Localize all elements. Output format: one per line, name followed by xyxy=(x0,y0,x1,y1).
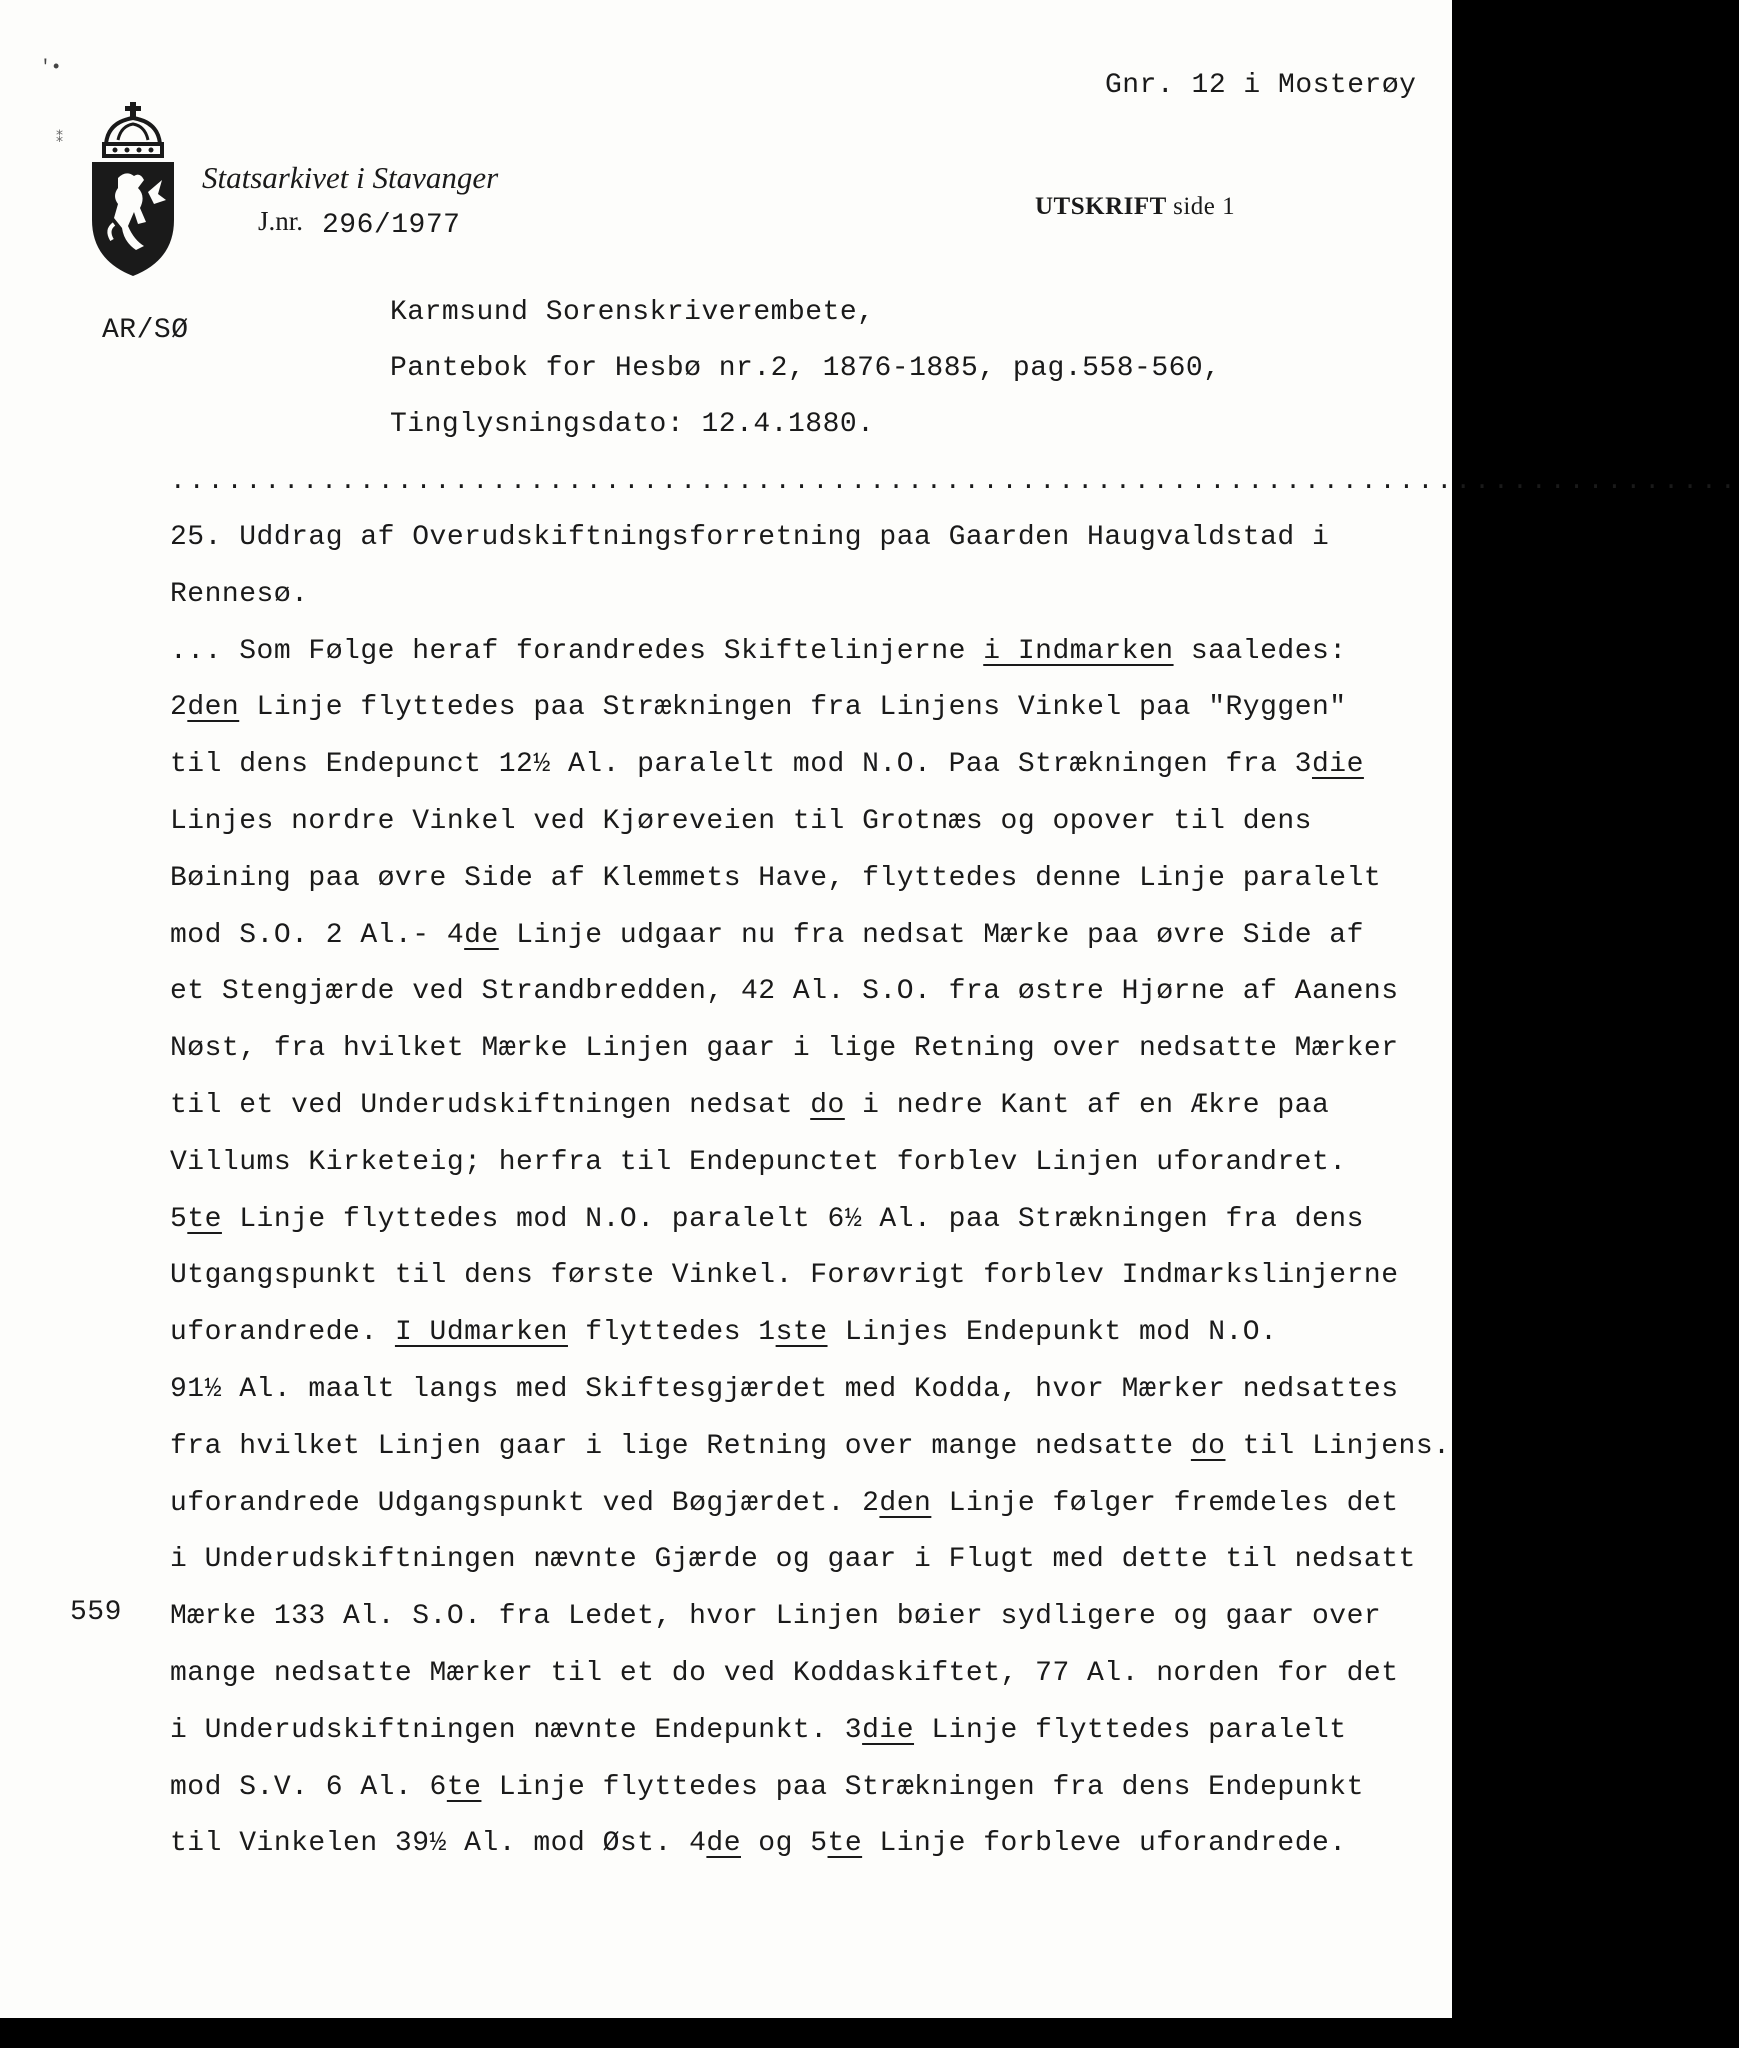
dotted-separator: ................................................................................... xyxy=(170,466,1739,496)
text-line xyxy=(170,1147,1347,1178)
text-segment: Linjes Endepunkt mod N.O. xyxy=(827,1317,1278,1349)
text-line xyxy=(170,1601,1381,1632)
text-line xyxy=(170,1488,1399,1519)
text-segment: Linje følger fremdeles det xyxy=(931,1487,1399,1519)
text-segment: mod S.V. 6 Al. 6 xyxy=(170,1771,447,1803)
text-segment: flyttedes 1 xyxy=(567,1317,776,1349)
text-segment: mange nedsatte Mærker til et do ved Koddaskiftet, 77 Al. norden for det xyxy=(170,1658,1399,1689)
text-segment: 2 xyxy=(170,692,188,724)
scan-mark: '• xyxy=(40,58,62,78)
text-segment: til Linjens. xyxy=(1225,1430,1451,1462)
initials: AR/SØ xyxy=(102,315,189,346)
underlined-text: die xyxy=(1311,749,1364,781)
text-line xyxy=(170,522,1329,553)
underlined-text: I Udmarken xyxy=(394,1317,568,1349)
underlined-text: do xyxy=(1190,1430,1226,1462)
underlined-text: den xyxy=(187,692,240,724)
text-line xyxy=(170,749,1364,780)
text-segment: Linjes nordre Vinkel ved Kjøreveien til Grotnæs og opover til dens xyxy=(170,806,1312,837)
text-segment: saaledes: xyxy=(1173,635,1347,667)
source-line: Tinglysningsdato: 12.4.1880. xyxy=(390,409,875,440)
text-line xyxy=(170,1204,1364,1235)
text-line xyxy=(170,1772,1364,1803)
text-segment: fra hvilket Linjen gaar i lige Retning over mange nedsatte xyxy=(170,1430,1191,1462)
text-segment: 5 xyxy=(170,1203,188,1235)
text-segment: Linje flyttedes paa Strækningen fra Linjens Vinkel paa "Ryggen" xyxy=(239,692,1347,724)
journal-number: 296/1977 xyxy=(322,210,461,241)
text-segment: 25. Uddrag af Overudskiftningsforretning paa Gaarden Haugvaldstad i xyxy=(170,522,1330,553)
text-segment: Nøst, fra hvilket Mærke Linjen gaar i lige Retning over nedsatte Mærker xyxy=(170,1033,1399,1065)
text-segment: et Stengjærde ved Strandbredden, 42 Al. S.O. fra østre Hjørne af Aanens xyxy=(170,976,1399,1008)
text-segment: Linje flyttedes paa Strækningen fra dens Endepunkt xyxy=(481,1771,1364,1803)
text-segment: i Underudskiftningen nævnte Endepunkt. 3 xyxy=(170,1714,863,1746)
underlined-text: i Indmarken xyxy=(983,635,1174,667)
text-segment: 91½ Al. maalt langs med Skiftesgjærdet med Kodda, hvor Mærker nedsattes xyxy=(170,1374,1399,1405)
page-indicator: side 1 xyxy=(1173,193,1236,220)
text-line xyxy=(170,1544,1416,1575)
text-line xyxy=(170,976,1399,1007)
underlined-text: die xyxy=(862,1714,915,1746)
margin-page-number: 559 xyxy=(70,1597,122,1628)
text-segment: til et ved Underudskiftningen nedsat xyxy=(170,1090,811,1121)
text-segment: uforandrede Udgangspunkt ved Bøgjærdet. 2 xyxy=(170,1487,880,1519)
archive-name: Statsarkivet i Stavanger xyxy=(202,160,499,195)
text-segment: til dens Endepunct 12½ Al. paralelt mod N.O. Paa Strækningen fra 3 xyxy=(170,749,1312,781)
text-segment: ... Som Følge heraf forandredes Skiftelinjerne xyxy=(170,635,984,667)
text-line xyxy=(170,1260,1399,1291)
underlined-text: den xyxy=(879,1487,932,1519)
source-line: Pantebok for Hesbø nr.2, 1876-1885, pag.558-560, xyxy=(390,353,1221,384)
underlined-text: do xyxy=(810,1090,845,1121)
text-segment: Linje flyttedes paralelt xyxy=(914,1714,1347,1746)
text-line xyxy=(170,692,1347,723)
underlined-text: te xyxy=(187,1203,222,1235)
text-line xyxy=(170,1317,1277,1348)
text-segment: Linje udgaar nu fra nedsat Mærke paa øvre Side af xyxy=(498,919,1364,951)
text-line xyxy=(170,1374,1399,1405)
text-segment: uforandrede. xyxy=(170,1317,395,1349)
text-line xyxy=(170,1715,1347,1746)
underlined-text: de xyxy=(706,1828,741,1860)
text-line xyxy=(170,806,1312,837)
underlined-text: te xyxy=(446,1771,482,1803)
text-line xyxy=(170,1033,1399,1064)
underlined-text: ste xyxy=(775,1317,828,1349)
text-line xyxy=(170,636,1347,667)
text-line xyxy=(170,579,308,610)
text-segment: i Underudskiftningen nævnte Gjærde og gaar i Flugt med dette til nedsatt xyxy=(170,1544,1416,1576)
text-line xyxy=(170,920,1364,951)
text-segment: i nedre Kant af en Ækre paa xyxy=(844,1090,1330,1121)
text-segment: Mærke 133 Al. S.O. fra Ledet, hvor Linjen bøier sydligere og gaar over xyxy=(170,1601,1382,1633)
text-segment: Rennesø. xyxy=(170,578,309,610)
text-segment: Villums Kirketeig; herfra til Endepunctet forblev Linjen uforandret. xyxy=(170,1146,1347,1178)
source-line: Karmsund Sorenskriverembete, xyxy=(390,297,875,328)
text-line xyxy=(170,1658,1399,1689)
underlined-text: de xyxy=(464,919,499,951)
text-line xyxy=(170,1431,1450,1462)
text-segment: Linje forbleve uforandrede. xyxy=(862,1828,1347,1860)
gnr-reference: Gnr. 12 i Mosterøy xyxy=(1105,70,1417,101)
text-segment: til Vinkelen 39½ Al. mod Øst. 4 xyxy=(170,1828,707,1860)
text-segment: Utgangspunkt til dens første Vinkel. Forøvrigt forblev Indmarkslinjerne xyxy=(170,1260,1399,1292)
scan-mark: ⁑ xyxy=(56,131,63,147)
text-segment: Bøining paa øvre Side af Klemmets Have, flyttedes denne Linje paralelt xyxy=(170,862,1382,894)
coat-of-arms-icon xyxy=(88,100,178,280)
text-line xyxy=(170,1828,1347,1859)
utskrift-label: UTSKRIFT xyxy=(1035,193,1167,220)
journal-number-label: J.nr. xyxy=(258,206,304,236)
text-line xyxy=(170,863,1381,894)
underlined-text: te xyxy=(827,1828,863,1860)
text-segment: mod S.O. 2 Al.- 4 xyxy=(170,919,465,951)
text-segment: og 5 xyxy=(741,1828,828,1860)
text-segment: Linje flyttedes mod N.O. paralelt 6½ Al. paa Strækningen fra dens xyxy=(221,1203,1364,1235)
text-line xyxy=(170,1090,1329,1121)
utskrift-heading xyxy=(1035,193,1235,221)
